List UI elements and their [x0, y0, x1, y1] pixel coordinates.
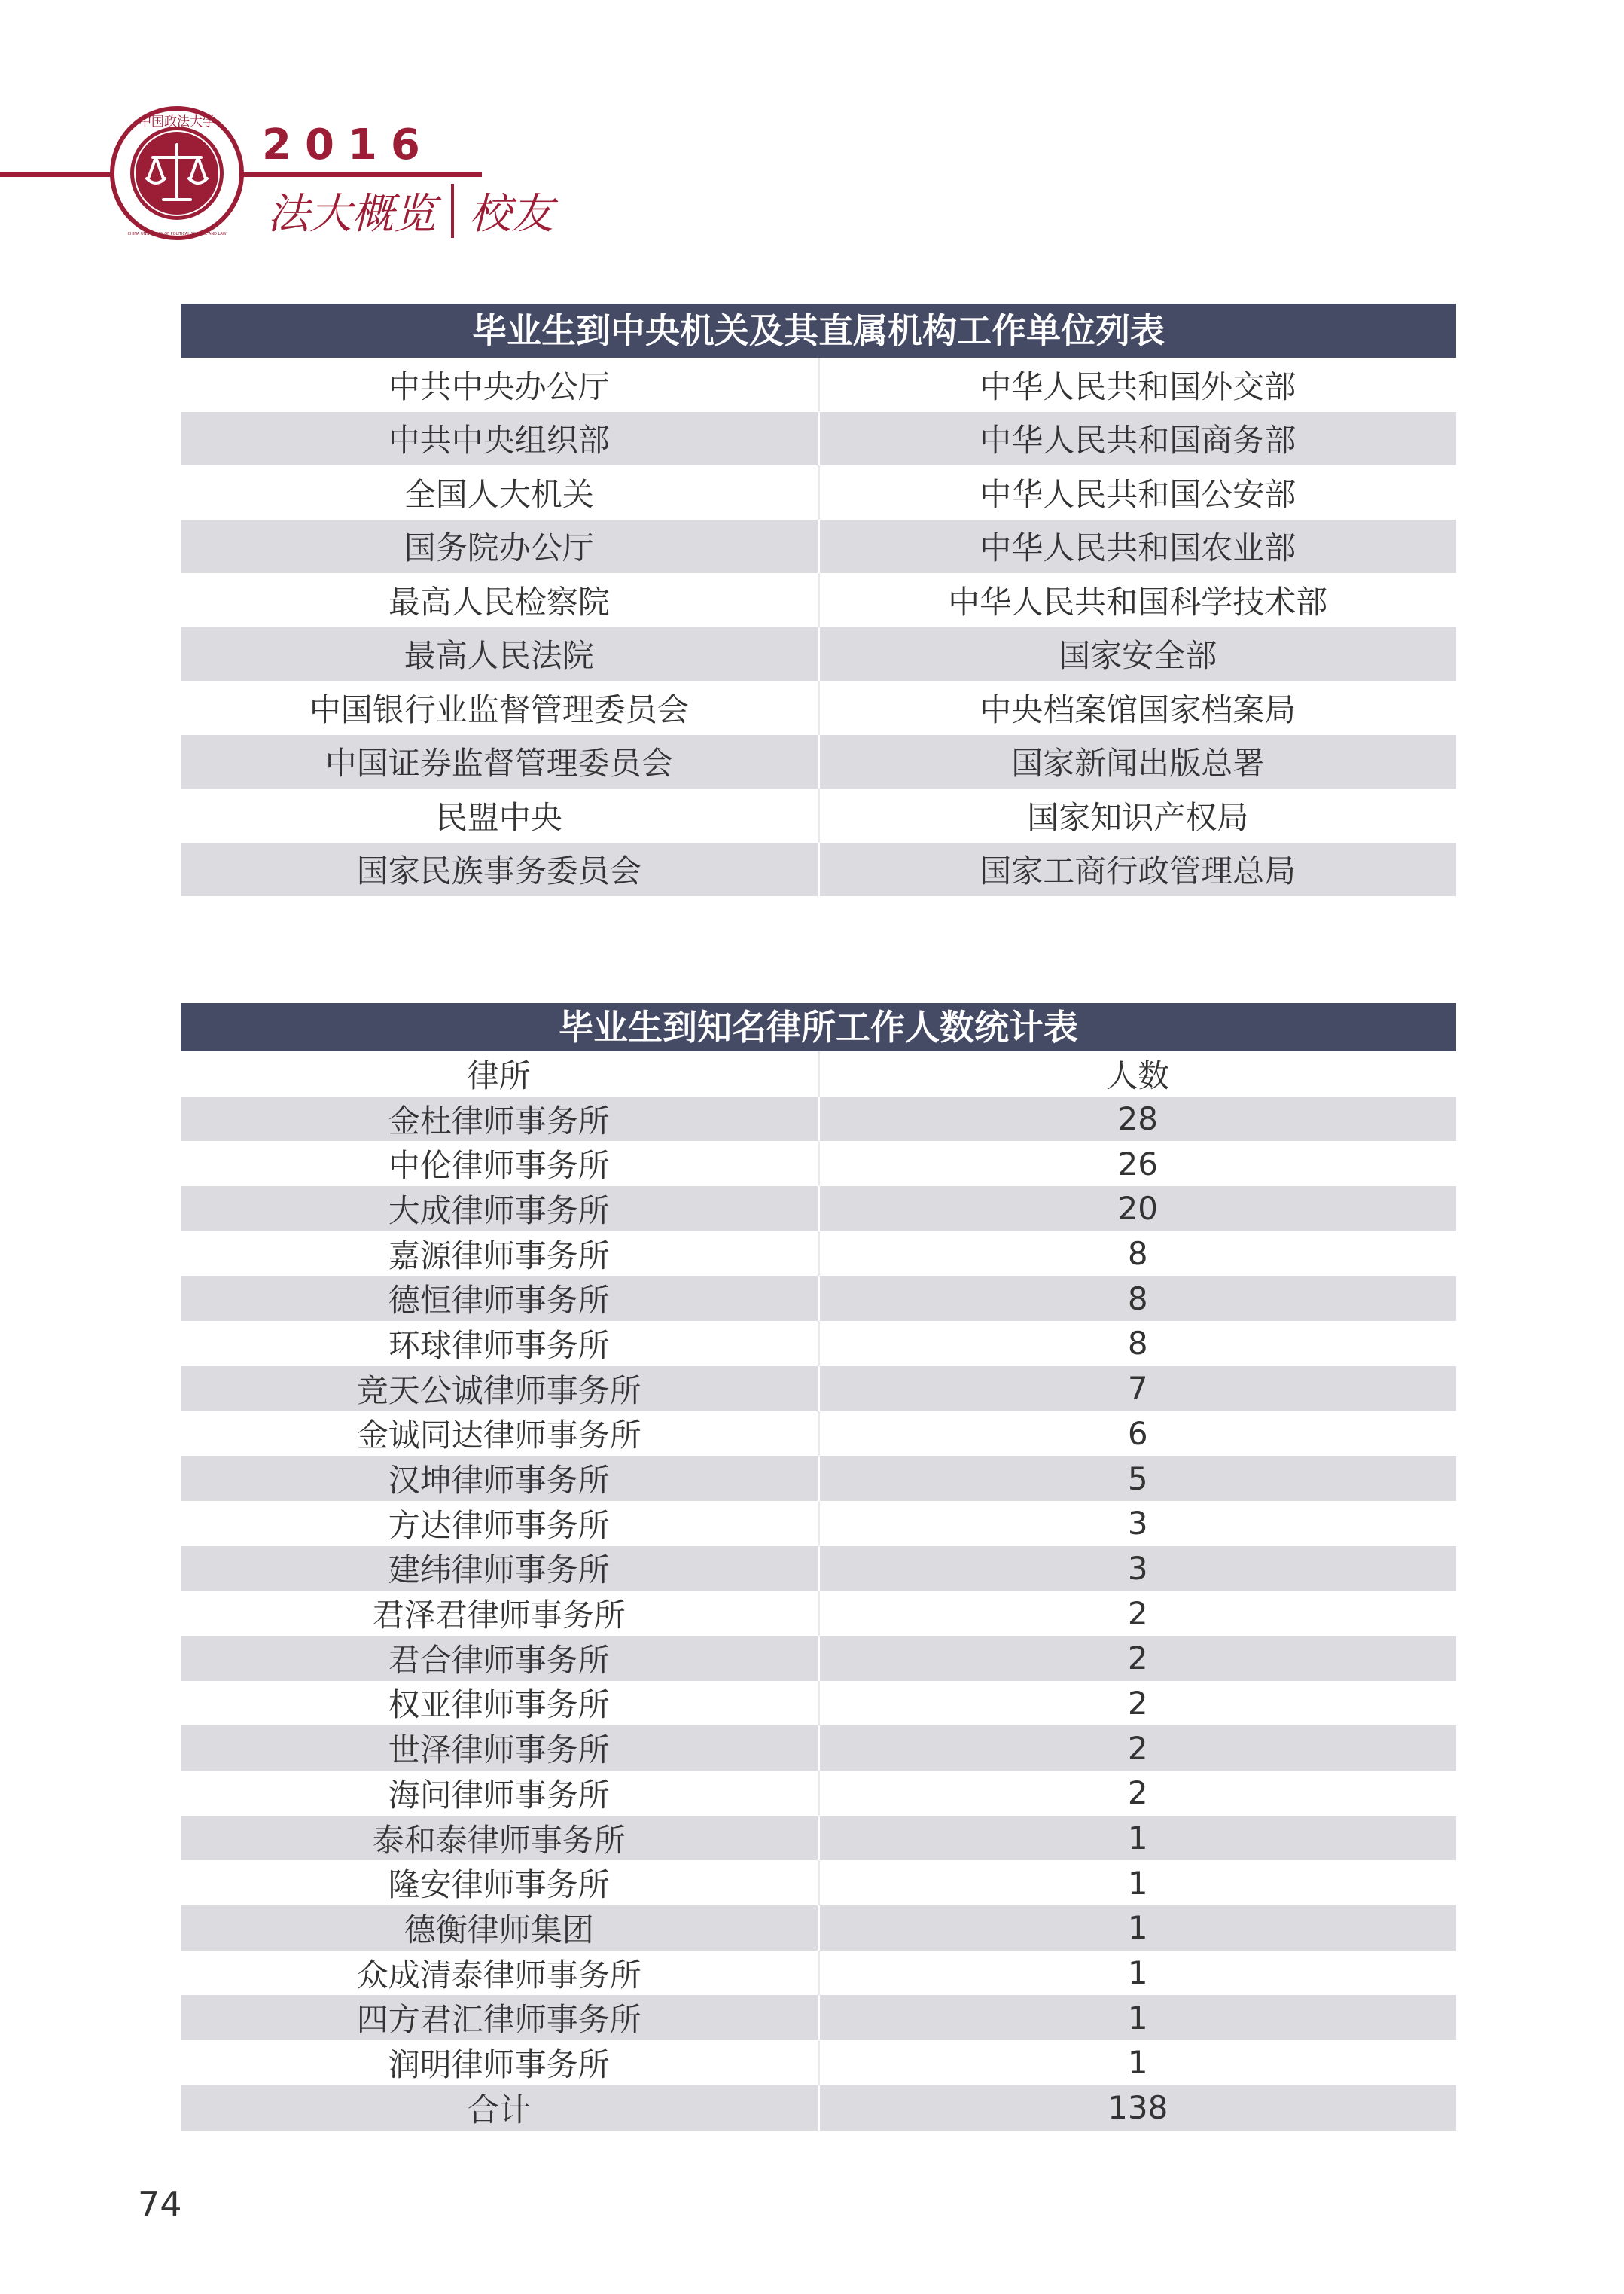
table-cell-left: 汉坤律师事务所 — [181, 1456, 820, 1501]
table-row — [181, 1636, 1456, 1681]
table-cell-right: 2 — [1127, 1684, 1148, 1722]
table-row — [181, 843, 1456, 897]
table-cell-right: 26 — [1117, 1145, 1158, 1182]
header-rule-right — [226, 172, 482, 177]
table-total-row — [181, 2085, 1456, 2131]
table-cell-right: 中华人民共和国科学技术部 — [948, 583, 1328, 621]
table-row — [181, 465, 1456, 520]
table-cell-right: 2 — [1127, 1729, 1148, 1767]
table-cell-right: 8 — [1127, 1235, 1148, 1273]
header-title — [267, 185, 553, 237]
table-cell-right: 20 — [1117, 1190, 1158, 1228]
table-row — [181, 1951, 1456, 1996]
table-cell-right: 国家安全部 — [1059, 637, 1217, 675]
table-cell-right: 国家知识产权局 — [1027, 798, 1249, 836]
table-cell-left: 中国银行业监督管理委员会 — [181, 681, 820, 735]
table-row — [181, 1546, 1456, 1591]
table-row — [181, 1501, 1456, 1546]
table-row — [181, 520, 1456, 574]
law-firms-table — [181, 1003, 1456, 2131]
table-cell-left: 权亚律师事务所 — [181, 1681, 820, 1726]
table-row — [181, 1771, 1456, 1816]
svg-text:CHINA UNIVERSITY OF POLITICAL: CHINA UNIVERSITY OF POLITICAL SCIENCE AND LAW — [127, 232, 227, 236]
table-row — [181, 735, 1456, 789]
table-title: 毕业生到中央机关及其直属机构工作单位列表 — [181, 304, 1456, 358]
table-row — [181, 358, 1456, 412]
table-cell-right: 7 — [1127, 1370, 1148, 1408]
table-title: 毕业生到知名律所工作人数统计表 — [181, 1003, 1456, 1051]
table-cell-left: 世泽律师事务所 — [181, 1725, 820, 1771]
svg-text:中国政法大学: 中国政法大学 — [139, 114, 215, 130]
table-cell-left: 最高人民法院 — [181, 627, 820, 682]
table-cell-left: 竞天公诚律师事务所 — [181, 1366, 820, 1411]
table-cell-left: 民盟中央 — [181, 789, 820, 843]
table-row — [181, 573, 1456, 627]
column-header-count: 人数 — [1106, 1057, 1170, 1094]
table-cell-left: 中共中央组织部 — [181, 412, 820, 466]
table-cell-right: 28 — [1117, 1100, 1158, 1138]
table-cell-right: 中华人民共和国农业部 — [980, 529, 1296, 567]
column-header-firm: 律所 — [181, 1051, 820, 1097]
central-agencies-table — [181, 304, 1456, 896]
table-row — [181, 1456, 1456, 1501]
table-cell-left: 国务院办公厅 — [181, 520, 820, 574]
table-cell-left: 中伦律师事务所 — [181, 1141, 820, 1186]
total-label: 合计 — [181, 2085, 820, 2131]
table-row — [181, 1860, 1456, 1905]
table-cell-left: 德衡律师集团 — [181, 1905, 820, 1951]
table-cell-left: 德恒律师事务所 — [181, 1276, 820, 1321]
header-rule-left — [0, 172, 117, 177]
table-row — [181, 1905, 1456, 1951]
table-cell-right: 2 — [1127, 1774, 1148, 1812]
table-cell-right: 1 — [1127, 1909, 1148, 1947]
table-cell-right: 中央档案馆国家档案局 — [980, 691, 1296, 728]
table-cell-right: 6 — [1127, 1414, 1148, 1452]
table-cell-right: 1 — [1127, 1864, 1148, 1902]
table-cell-right: 中华人民共和国外交部 — [980, 368, 1296, 405]
section-name: 校友 — [469, 190, 553, 239]
table-cell-right: 1 — [1127, 1954, 1148, 1992]
table-row — [181, 1097, 1456, 1142]
table-row — [181, 412, 1456, 466]
table-cell-right: 中华人民共和国商务部 — [980, 422, 1296, 459]
table-cell-left: 大成律师事务所 — [181, 1186, 820, 1231]
table-cell-left: 众成清泰律师事务所 — [181, 1951, 820, 1996]
table-cell-left: 四方君汇律师事务所 — [181, 1995, 820, 2040]
table-cell-right: 中华人民共和国公安部 — [980, 475, 1296, 513]
table-cell-left: 海问律师事务所 — [181, 1771, 820, 1816]
table-cell-left: 嘉源律师事务所 — [181, 1231, 820, 1277]
table-cell-right: 国家工商行政管理总局 — [980, 853, 1296, 890]
table-cell-left: 方达律师事务所 — [181, 1501, 820, 1546]
table-cell-right: 3 — [1127, 1505, 1148, 1542]
page-number: 74 — [138, 2184, 182, 2225]
table-cell-right: 8 — [1127, 1280, 1148, 1317]
table-row — [181, 627, 1456, 682]
table-row — [181, 681, 1456, 735]
total-value: 138 — [1108, 2089, 1168, 2127]
table-row — [181, 1366, 1456, 1411]
table-cell-left: 君合律师事务所 — [181, 1636, 820, 1681]
table-cell-right: 3 — [1127, 1549, 1148, 1587]
table-row — [181, 1276, 1456, 1321]
publication-name: 法大概览 — [267, 190, 436, 239]
table-row — [181, 2040, 1456, 2085]
table-row — [181, 1591, 1456, 1636]
table-cell-left: 金杜律师事务所 — [181, 1097, 820, 1142]
table-row — [181, 1411, 1456, 1457]
table-cell-right: 1 — [1127, 1820, 1148, 1857]
table-body — [181, 358, 1456, 896]
table-cell-left: 建纬律师事务所 — [181, 1546, 820, 1591]
table-cell-right: 2 — [1127, 1594, 1148, 1632]
table-cell-right: 5 — [1127, 1460, 1148, 1497]
table-cell-left: 国家民族事务委员会 — [181, 843, 820, 897]
table-row — [181, 1681, 1456, 1726]
table-cell-left: 全国人大机关 — [181, 465, 820, 520]
table-row — [181, 1725, 1456, 1771]
title-divider — [451, 184, 454, 238]
table-cell-left: 隆安律师事务所 — [181, 1860, 820, 1905]
table-row — [181, 1816, 1456, 1861]
table-row — [181, 1186, 1456, 1231]
table-cell-left: 环球律师事务所 — [181, 1321, 820, 1366]
table-cell-left: 中国证券监督管理委员会 — [181, 735, 820, 789]
table-cell-right: 1 — [1127, 2044, 1148, 2082]
table-cell-left: 润明律师事务所 — [181, 2040, 820, 2085]
table-header-row — [181, 1051, 1456, 1097]
table-body — [181, 1097, 1456, 2085]
year-label: 2016 — [262, 120, 434, 169]
table-cell-right: 2 — [1127, 1640, 1148, 1677]
table-cell-left: 中共中央办公厅 — [181, 358, 820, 412]
table-row — [181, 789, 1456, 843]
university-seal-logo — [109, 103, 245, 243]
table-row — [181, 1141, 1456, 1186]
table-cell-right: 国家新闻出版总署 — [1011, 745, 1265, 782]
table-cell-left: 君泽君律师事务所 — [181, 1591, 820, 1636]
table-row — [181, 1231, 1456, 1277]
table-cell-left: 泰和泰律师事务所 — [181, 1816, 820, 1861]
table-cell-left: 金诚同达律师事务所 — [181, 1411, 820, 1457]
table-row — [181, 1321, 1456, 1366]
table-row — [181, 1995, 1456, 2040]
table-cell-right: 8 — [1127, 1325, 1148, 1362]
table-cell-right: 1 — [1127, 1999, 1148, 2036]
table-cell-left: 最高人民检察院 — [181, 573, 820, 627]
